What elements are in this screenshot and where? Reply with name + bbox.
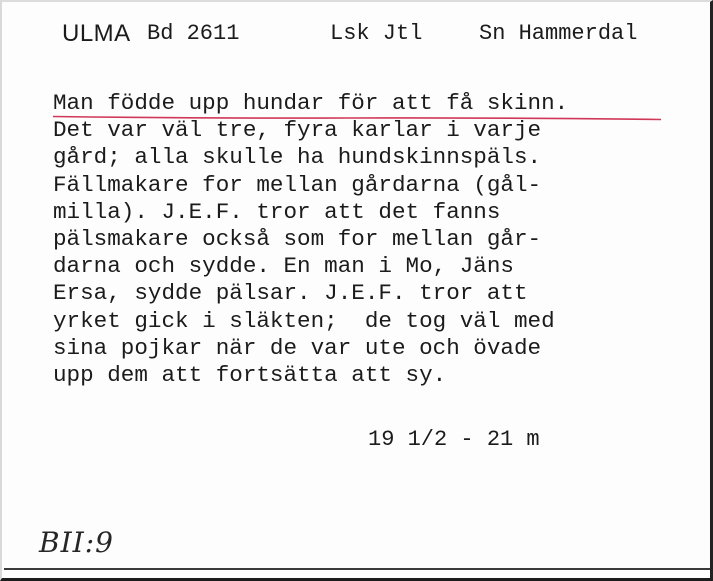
text-line: yrket gick i släkten; de tog väl med [53, 307, 555, 334]
text-line: Ersa, sydde pälsar. J.E.F. tror att [53, 280, 528, 307]
measurement-text: 19 1/2 - 21 m [368, 427, 540, 452]
record-number: Bd 2611 [147, 21, 240, 46]
archive-name: ULMA [62, 20, 131, 47]
parish-name: Sn Hammerdal [479, 21, 638, 46]
text-line: darna och sydde. En man i Mo, Jäns [53, 253, 514, 280]
text-line: Det var väl tre, fyra karlar i varje [53, 117, 542, 144]
handwritten-signum: BII:9 [39, 526, 114, 559]
text-line: Man födde upp hundar för att få skinn. [53, 90, 569, 116]
text-line: milla). J.E.F. tror att det fanns [53, 198, 501, 225]
text-line: pälsmakare också som for mellan går- [53, 225, 542, 252]
region-code: Lsk Jtl [330, 21, 423, 46]
card-text [53, 90, 568, 389]
text-line: Fällmakare for mellan gårdarna (gål- [53, 171, 542, 198]
bottom-rule [4, 568, 710, 570]
text-line: sina pojkar när de var ute och övade [53, 334, 542, 361]
text-line: gård; alla skulle ha hundskinnspäls. [53, 144, 542, 171]
text-line: upp dem att fortsätta att sy. [53, 361, 447, 388]
